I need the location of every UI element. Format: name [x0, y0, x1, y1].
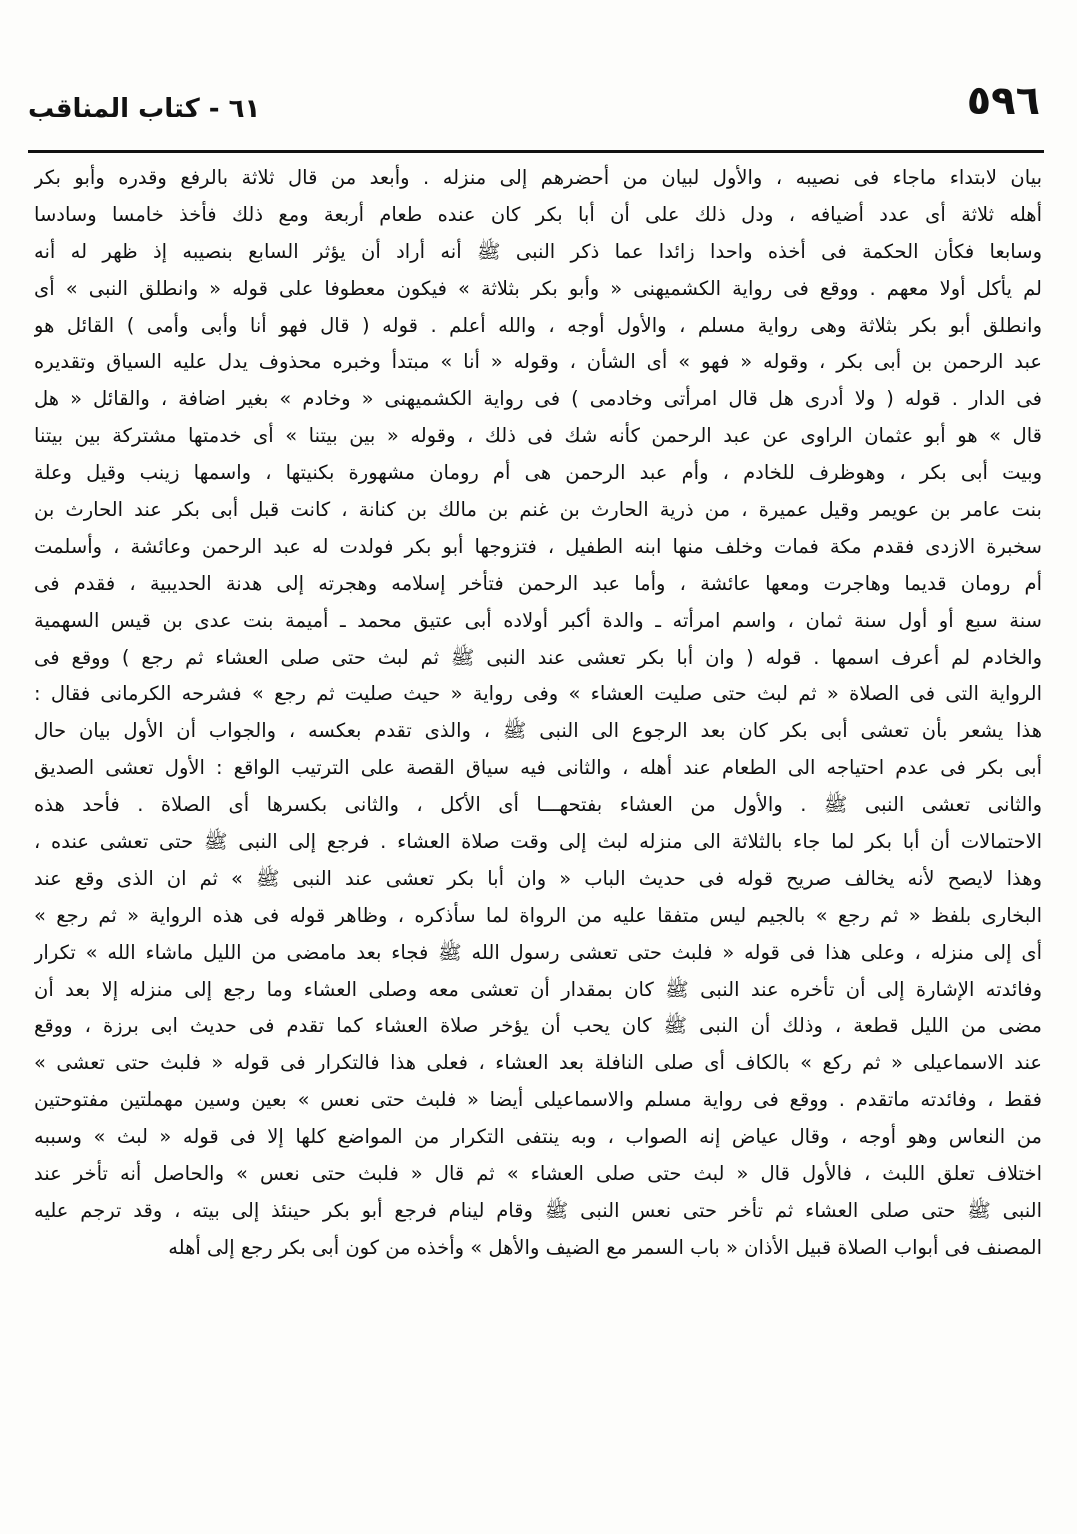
text-line: فى الدار . قوله ( ولا أدرى هل قال امرأتى وخادمى ) فى رواية الكشميهنى « وخادم » بغير اضافة ، والقائل « هل [34, 387, 1042, 411]
text-line: أبى بكر فى عدم احتياجه الى الطعام عند أهله ، والثانى فيه سياق القصة على الترتيب الواقع : الأول تعشى الصديق [34, 756, 1042, 780]
text-line: فقط ، وفائدته ماتقدم . ووقع فى رواية مسلم والاسماعيلى أيضا « فلبث حتى نعس » بعين وسين مهملتين مفتوحتين [34, 1088, 1042, 1112]
text-line: بيان لابتداء ماجاء فى نصيبه ، والأول لبيان من أحضرهم إلى منزله . وأبعد من قال ثلاثة بالرفع وقدره وأبو بكر [34, 166, 1042, 189]
text-line: مضى من الليل قطعة ، وذلك أن النبى ﷺ كان يحب أن يؤخر صلاة العشاء كما تقدم فى حديث ابى برزة ، ووقع [34, 1014, 1042, 1038]
text-line: وهذا لايصح لأنه يخالف صريح قوله فى حديث الباب « وان أبا بكر تعشى عند النبى ﷺ » ثم ان الذى وقع عند [34, 866, 1042, 890]
page-number: ٥٩٦ [966, 78, 1040, 124]
text-line: لم يأكل أولا معهم . ووقع فى رواية الكشميهنى « وأبو بكر بثلاثة » فيكون معطوفا على قوله « وانطلق النبى » أى [34, 276, 1042, 300]
text-line: والثانى تعشى النبى ﷺ . والأول من العشاء بفتحهـــا أى الأكل ، والثانى بكسرها أى الصلاة . فأحد هذه [34, 793, 1042, 817]
text-line: وبيت أبى بكر ، وهوظرف للخادم ، وأم عبد الرحمن هى أم رومان مشهورة بكنيتها ، واسمها زينب وقيل وعلة [34, 461, 1042, 485]
text-line: هذا يشعر بأن تعشى أبى بكر كان بعد الرجوع الى النبى ﷺ ، والذى تقدم بعكسه ، والجواب أن الأول بيان حال [34, 719, 1042, 743]
text-line: سنة سبع أو أول سنة ثمان ، واسم امرأته ـ والدة أكبر أولاده أبى عتيق محمد ـ أميمة بنت عدى بن قيس السهمية [34, 608, 1042, 632]
book-title: ٦١ - كتاب المناقب [28, 94, 261, 124]
text-line: البخارى بلفظ « ثم رجع » بالجيم ليس متفقا عليه من الرواة لما سأذكره ، وظاهر قوله فى هذه الرواية « ثم رجع » [34, 903, 1042, 927]
text-line: النبى ﷺ حتى صلى العشاء ثم تأخر حتى نعس النبى ﷺ وقام لينام فرجع أبو بكر حينئذ إلى بيته ، وقد ترجم عليه [34, 1198, 1042, 1222]
text-line: قال » هو أبو عثمان الراوى عن عبد الرحمن كأنه شك فى ذلك ، وقوله « بين بيتنا » أى خدمتها مشتركة بين بيتنا [34, 424, 1042, 448]
text-line: من النعاس وهو أوجه ، وقال عياض إنه الصواب ، وبه ينتفى التكرار من المواضع كلها إلا فى قوله « لبث » وسببه [34, 1125, 1042, 1149]
text-line: الرواية التى فى الصلاة « ثم لبث حتى صليت العشاء » وفى رواية « حيث صليت ثم رجع » فشرحه الكرمانى فقال : [34, 682, 1042, 706]
text-line: المصنف فى أبواب الصلاة قبيل الأذان « باب السمر مع الضيف والأهل » وأخذه من كون أبى بكر رجع إلى أهله [168, 1235, 1042, 1259]
text-line: عند الاسماعيلى « ثم ركع » بالكاف أى صلى النافلة بعد العشاء ، فعلى هذا فالتكرار فى قوله « فلبث حتى تعشى » [34, 1051, 1042, 1075]
page-header [28, 78, 1040, 148]
text-line: أم رومان قديما وهاجرت ومعها عائشة ، وأما عبد الرحمن فتأخر إسلامه وهجرته إلى هدنة الحديبية ، فقدم فى [34, 571, 1042, 595]
text-line: وانطلق أبو بكر بثلاثة وهى رواية مسلم ، والأول أوجه ، والله أعلم . قوله ( قال فهو أنا وأبى وأمى ) القائل هو [34, 313, 1042, 337]
text-line: أى إلى منزله ، وعلى هذا فى قوله « فلبث حتى تعشى رسول الله ﷺ فجاء بعد مامضى من الليل ماشاء الله » تكرار [34, 940, 1042, 964]
text-line: اختلاف تعلق اللبث ، فالأول قال « لبث حتى صلى العشاء » ثم قال « فلبث حتى نعس » والحاصل أنه تأخر عند [34, 1162, 1042, 1186]
header-divider [28, 150, 1044, 153]
text-line: وفائدته الإشارة إلى أن تأخره عند النبى ﷺ كان بمقدار أن تعشى معه وصلى العشاء وما رجع إلى منزله إلا بعد أن [34, 977, 1042, 1001]
text-line: بنت عامر بن عويمر وقيل عميرة ، من ذرية الحارث بن غنم بن مالك بن كنانة ، كانت قبل أبى بكر عند الحارث بن [34, 498, 1042, 522]
text-line: والخادم لم أعرف اسمها . قوله ( وان أبا بكر تعشى عند النبى ﷺ ثم لبث حتى صلى العشاء ثم رجع ) ووقع فى [34, 645, 1042, 669]
commentary-text [34, 160, 1042, 1267]
text-line: الاحتمالات أن أبا بكر لما جاء بالثلاثة الى منزله لبث إلى وقت صلاة العشاء . فرجع إلى النبى ﷺ حتى تعشى عنده ، [34, 830, 1042, 854]
text-line: وسابعا فكأن الحكمة فى أخذه واحدا زائدا عما ذكر النبى ﷺ أنه أراد أن يؤثر السابع بنصيبه إذ ظهر له أنه [34, 239, 1042, 263]
text-line: أهله ثلاثة أى عدد أضيافه ، ودل ذلك على أن أبا بكر كان عنده طعام أربعة ومع ذلك فأخذ خامسا وسادسا [34, 202, 1042, 226]
text-line: سخبرة الازدى فقدم مكة فمات وخلف منها ابنه الطفيل ، فتزوجها أبو بكر فولدت له عبد الرحمن وعائشة ، وأسلمت [34, 534, 1042, 558]
text-line: عبد الرحمن بن أبى بكر ، وقوله « فهو » أى الشأن ، وقوله « أنا » مبتدأ وخبره محذوف يدل عليه السياق وتقديره [34, 350, 1042, 374]
